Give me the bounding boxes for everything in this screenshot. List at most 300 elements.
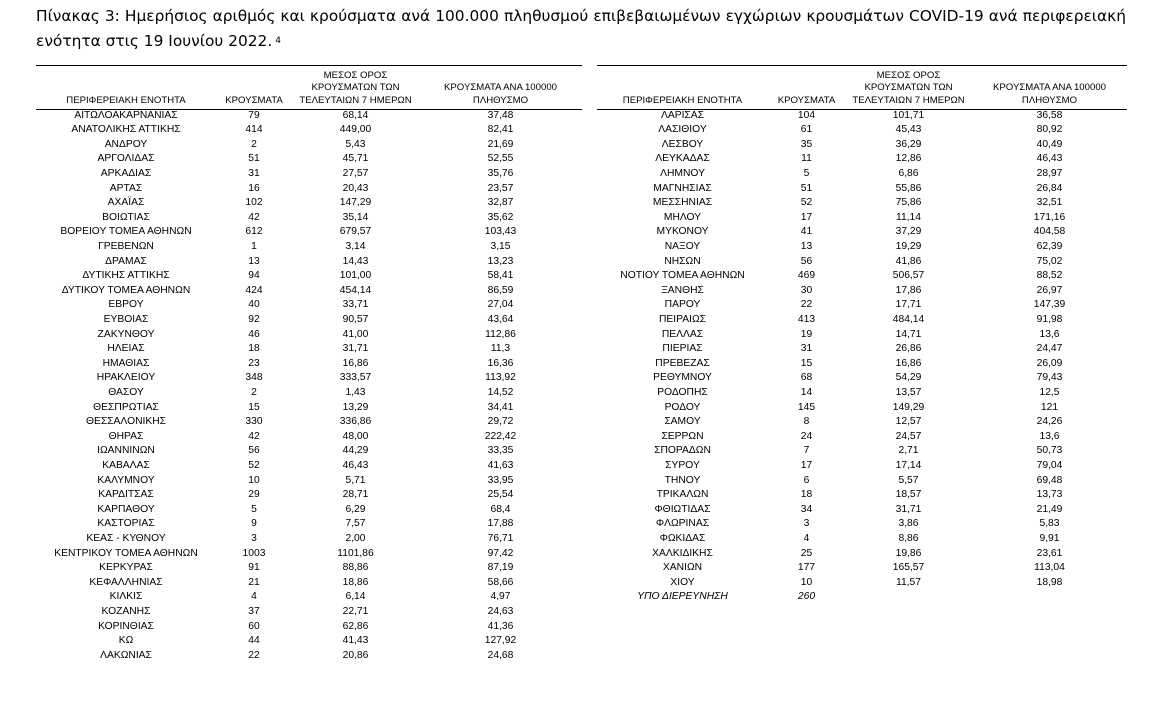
table-row [0, 620, 1153, 635]
header-line: ΠΛΗΘΥΣΜΟ [472, 95, 529, 107]
per100k-cell: 79,43 [1036, 372, 1063, 384]
per100k-cell: 24,68 [487, 649, 514, 661]
table-row [0, 313, 1153, 328]
table-row [0, 240, 1153, 255]
avg7-cell: 41,00 [342, 328, 369, 340]
region-cell: ΣΑΜΟΥ [664, 416, 701, 428]
region-cell: ΦΛΩΡΙΝΑΣ [655, 518, 710, 530]
avg7-cell: 26,86 [895, 343, 922, 355]
cases-cell: 17 [800, 211, 813, 223]
region-cell: ΗΜΑΘΙΑΣ [102, 357, 150, 369]
region-cell: ΚΕΡΚΥΡΑΣ [99, 562, 153, 574]
avg7-cell: 454,14 [339, 284, 372, 296]
per100k-cell: 33,95 [487, 474, 514, 486]
avg7-cell: 6,86 [898, 167, 919, 179]
cases-cell: 60 [248, 620, 260, 632]
cases-cell: 11 [801, 153, 812, 165]
cases-cell: 7 [803, 445, 810, 457]
cases-cell: 56 [248, 445, 260, 457]
cases-cell: 41 [800, 226, 813, 238]
region-cell: ΠΙΕΡΙΑΣ [662, 343, 703, 355]
region-cell: ΦΩΚΙΔΑΣ [659, 532, 706, 544]
per100k-cell: 26,97 [1036, 284, 1063, 296]
cases-cell: 413 [797, 313, 816, 325]
avg7-cell: 2,00 [345, 532, 366, 544]
table-row [0, 474, 1153, 489]
cases-cell: 52 [800, 197, 813, 209]
region-cell: ΡΟΔΟΠΗΣ [657, 386, 708, 398]
region-cell: ΜΑΓΝΗΣΙΑΣ [653, 182, 712, 194]
region-cell: ΙΩΑΝΝΙΝΩΝ [97, 445, 155, 457]
header-line: ΚΡΟΥΣΜΑΤΑ ΑΝΑ 100000 [993, 82, 1106, 94]
per100k-cell: 17,88 [487, 518, 514, 530]
per100k-cell: 37,48 [487, 109, 514, 121]
header-line: ΚΡΟΥΣΜΑΤΑ [777, 95, 836, 107]
cases-cell: 79 [248, 109, 260, 121]
header-avg7 [845, 70, 972, 108]
avg7-cell: 165,57 [892, 562, 925, 574]
region-cell: ΛΑΡΙΣΑΣ [660, 109, 705, 121]
avg7-cell: 45,43 [895, 124, 922, 136]
header-line: ΠΛΗΘΥΣΜΟ [1021, 95, 1078, 107]
cases-cell: 25 [800, 547, 813, 559]
avg7-cell: 679,57 [339, 226, 372, 238]
table-row [0, 517, 1153, 532]
avg7-cell: 101,00 [339, 270, 372, 282]
per100k-cell: 79,04 [1036, 459, 1063, 471]
per100k-cell: 80,92 [1036, 124, 1063, 136]
avg7-cell: 31,71 [895, 503, 922, 515]
per100k-cell: 9,91 [1039, 532, 1060, 544]
cases-cell: 6 [803, 474, 810, 486]
region-cell: ΗΡΑΚΛΕΙΟΥ [96, 372, 156, 384]
per100k-cell: 24,26 [1036, 416, 1063, 428]
region-cell: ΝΑΞΟΥ [664, 240, 701, 252]
cases-cell: 15 [248, 401, 260, 413]
region-cell: ΜΕΣΣΗΝΙΑΣ [652, 197, 713, 209]
avg7-cell: 20,86 [342, 649, 369, 661]
region-cell: ΣΕΡΡΩΝ [661, 430, 704, 442]
table-row [0, 284, 1153, 299]
avg7-cell: 484,14 [892, 313, 925, 325]
per100k-cell: 28,97 [1036, 167, 1063, 179]
per100k-cell: 26,09 [1036, 357, 1063, 369]
header-line: ΠΕΡΙΦΕΡΕΙΑΚΗ ΕΝΟΤΗΤΑ [622, 95, 743, 107]
cases-cell: 4 [803, 532, 810, 544]
region-cell: ΘΕΣΣΑΛΟΝΙΚΗΣ [85, 416, 167, 428]
cases-cell: 46 [248, 328, 260, 340]
cases-cell: 51 [800, 182, 813, 194]
per100k-cell: 75,02 [1036, 255, 1063, 267]
region-cell: ΚΑΛΥΜΝΟΥ [97, 474, 155, 486]
cases-cell: 17 [800, 459, 813, 471]
avg7-cell: 7,57 [345, 518, 366, 530]
header-per100k [972, 82, 1127, 108]
per100k-cell: 404,58 [1033, 226, 1066, 238]
cases-cell: 14 [800, 386, 813, 398]
cases-cell: 40 [248, 299, 260, 311]
avg7-cell: 22,71 [342, 605, 369, 617]
avg7-cell: 5,57 [898, 474, 919, 486]
cases-cell: 34 [800, 503, 813, 515]
caption-footnote-ref: 4 [275, 36, 281, 46]
region-cell: ΔΥΤΙΚΟΥ ΤΟΜΕΑ ΑΘΗΝΩΝ [61, 284, 191, 296]
per100k-cell: 3,15 [490, 240, 511, 252]
avg7-cell: 16,86 [342, 357, 369, 369]
cases-cell: 2 [251, 138, 257, 150]
cases-cell: 68 [800, 372, 813, 384]
per100k-cell: 52,55 [487, 153, 514, 165]
avg7-cell: 13,57 [895, 386, 922, 398]
avg7-cell: 5,43 [345, 138, 366, 150]
header-line: ΤΕΛΕΥΤΑΙΩΝ 7 ΗΜΕΡΩΝ [299, 95, 412, 107]
region-cell: ΚΩ [118, 635, 134, 647]
cases-cell: 56 [800, 255, 813, 267]
region-cell: ΣΥΡΟΥ [665, 459, 700, 471]
per100k-cell: 50,73 [1036, 445, 1063, 457]
region-cell: ΚΑΡΔΙΤΣΑΣ [98, 489, 154, 501]
avg7-cell: 449,00 [339, 124, 372, 136]
per100k-cell: 24,63 [487, 605, 514, 617]
avg7-cell: 506,57 [892, 270, 925, 282]
header-line: ΚΡΟΥΣΜΑΤΑ [225, 95, 283, 107]
avg7-cell: 12,86 [895, 153, 922, 165]
table-top-rule [36, 65, 582, 66]
per100k-cell: 16,36 [487, 357, 514, 369]
region-cell: ΝΟΤΙΟΥ ΤΟΜΕΑ ΑΘΗΝΩΝ [620, 270, 745, 282]
per100k-cell: 40,49 [1036, 138, 1063, 150]
cases-cell: 94 [248, 270, 260, 282]
avg7-cell: 13,29 [342, 401, 369, 413]
region-cell: ΞΑΝΘΗΣ [661, 284, 704, 296]
region-cell: ΑΡΓΟΛΙΔΑΣ [97, 153, 155, 165]
table-row [0, 225, 1153, 240]
cases-cell: 31 [800, 343, 813, 355]
table-row [0, 371, 1153, 386]
cases-cell: 44 [248, 635, 260, 647]
region-cell: ΤΗΝΟΥ [664, 474, 701, 486]
per100k-cell: 41,36 [487, 620, 514, 632]
per100k-cell: 68,4 [490, 503, 511, 515]
cases-cell: 16 [248, 182, 260, 194]
per100k-cell: 97,42 [487, 547, 514, 559]
per100k-cell: 69,48 [1036, 474, 1063, 486]
header-region [597, 95, 768, 108]
avg7-cell: 17,14 [895, 459, 922, 471]
region-cell: ΘΕΣΠΡΩΤΙΑΣ [93, 401, 159, 413]
avg7-cell: 36,29 [895, 138, 922, 150]
table-row [0, 342, 1153, 357]
per100k-cell: 171,16 [1033, 211, 1066, 223]
region-cell: ΚΕΑΣ - ΚΥΘΝΟΥ [86, 532, 166, 544]
table-row [0, 152, 1153, 167]
per100k-cell: 21,69 [487, 138, 514, 150]
region-cell: ΑΧΑΪΑΣ [107, 197, 145, 209]
region-cell: ΔΥΤΙΚΗΣ ΑΤΤΙΚΗΣ [82, 270, 170, 282]
header-per100k [419, 82, 582, 108]
header-cases [768, 95, 845, 108]
avg7-cell: 37,29 [895, 226, 922, 238]
avg7-cell: 18,86 [342, 576, 369, 588]
region-cell: ΚΑΒΑΛΑΣ [102, 459, 150, 471]
cases-cell: 102 [245, 197, 263, 209]
cases-cell: 3 [251, 532, 257, 544]
table-row [0, 561, 1153, 576]
avg7-cell: 48,00 [342, 430, 369, 442]
per100k-cell: 34,41 [487, 401, 514, 413]
region-cell: ΡΕΘΥΜΝΟΥ [653, 372, 712, 384]
header-region [36, 95, 216, 108]
cases-cell: 10 [248, 474, 260, 486]
avg7-cell: 41,43 [342, 635, 369, 647]
avg7-cell: 1101,86 [337, 547, 374, 559]
avg7-cell: 62,86 [342, 620, 369, 632]
table-row [0, 167, 1153, 182]
cases-cell: 10 [800, 576, 813, 588]
cases-cell: 18 [800, 489, 813, 501]
cases-cell: 31 [248, 167, 260, 179]
per100k-cell: 88,52 [1036, 270, 1063, 282]
avg7-cell: 6,14 [345, 591, 366, 603]
region-cell: ΠΕΙΡΑΙΩΣ [658, 313, 707, 325]
avg7-cell: 24,57 [895, 430, 922, 442]
cases-cell: 4 [251, 591, 257, 603]
per100k-cell: 23,57 [487, 182, 514, 194]
region-cell: ΚΑΣΤΟΡΙΑΣ [97, 518, 155, 530]
region-cell: ΚΟΖΑΝΗΣ [101, 605, 151, 617]
cases-cell: 1003 [242, 547, 266, 559]
region-cell: ΚΙΛΚΙΣ [109, 591, 143, 603]
avg7-cell: 35,14 [342, 211, 369, 223]
cases-cell: 414 [245, 124, 263, 136]
header-avg7 [292, 70, 419, 108]
cases-cell: 22 [248, 649, 260, 661]
avg7-cell: 27,57 [342, 167, 369, 179]
table-row [0, 605, 1153, 620]
region-cell: ΜΗΛΟΥ [663, 211, 702, 223]
pending-row [0, 590, 1153, 605]
per100k-cell: 11,3 [490, 343, 511, 355]
cases-cell: 52 [248, 459, 260, 471]
region-cell: ΛΑΣΙΘΙΟΥ [658, 124, 707, 136]
table-row [0, 211, 1153, 226]
region-cell: ΘΗΡΑΣ [108, 430, 144, 442]
avg7-cell: 46,43 [342, 459, 369, 471]
per100k-cell: 24,47 [1036, 343, 1063, 355]
cases-cell: 330 [245, 416, 263, 428]
per100k-cell: 113,04 [1034, 562, 1065, 574]
per100k-cell: 13,23 [487, 255, 514, 267]
per100k-cell: 32,87 [487, 197, 514, 209]
avg7-cell: 19,86 [895, 547, 922, 559]
region-cell: ΑΡΚΑΔΙΑΣ [100, 167, 152, 179]
region-cell: ΛΕΣΒΟΥ [661, 138, 704, 150]
avg7-cell: 45,71 [342, 153, 369, 165]
caption-text: Πίνακας 3: Ημερήσιος αριθμός και κρούσματα ανά 100.000 πληθυσμού επιβεβαιωμένων εγχώριων κρουσμάτων COVID-19 ανά περιφερειακή ενότητα στις 19 Ιουνίου 2022. [36, 7, 1126, 50]
per100k-cell: 76,71 [487, 532, 514, 544]
per100k-cell: 18,98 [1036, 576, 1063, 588]
avg7-cell: 147,29 [339, 197, 372, 209]
avg7-cell: 14,43 [342, 255, 369, 267]
avg7-cell: 20,43 [342, 182, 369, 194]
avg7-cell: 101,71 [892, 109, 925, 121]
avg7-cell: 28,71 [342, 489, 369, 501]
avg7-cell: 336,86 [339, 416, 372, 428]
avg7-cell: 44,29 [342, 445, 369, 457]
table-row [0, 357, 1153, 372]
cases-cell: 1 [251, 240, 257, 252]
table-row [0, 576, 1153, 591]
region-cell: ΠΑΡΟΥ [664, 299, 701, 311]
per100k-cell: 103,43 [484, 226, 517, 238]
region-cell: ΛΗΜΝΟΥ [660, 167, 705, 179]
region-cell: ΚΑΡΠΑΘΟΥ [97, 503, 155, 515]
per100k-cell: 13,73 [1036, 489, 1063, 501]
region-cell: ΑΝΔΡΟΥ [104, 138, 148, 150]
avg7-cell: 6,29 [345, 503, 366, 515]
cases-cell: 8 [803, 416, 810, 428]
cases-cell: 3 [803, 518, 810, 530]
per100k-cell: 26,84 [1036, 182, 1063, 194]
per100k-cell: 46,43 [1036, 153, 1063, 165]
header-line: ΜΕΣΟΣ ΟΡΟΣ [323, 69, 388, 81]
cases-cell: 42 [248, 430, 260, 442]
avg7-cell: 1,43 [345, 386, 366, 398]
table-top-rule [597, 65, 1127, 66]
region-cell: ΓΡΕΒΕΝΩΝ [98, 240, 154, 252]
cases-cell: 5 [803, 167, 810, 179]
region-cell: ΗΛΕΙΑΣ [107, 343, 145, 355]
region-cell: ΜΥΚΟΝΟΥ [656, 226, 709, 238]
per100k-cell: 4,97 [490, 591, 511, 603]
per100k-cell: 35,76 [487, 167, 514, 179]
cases-cell: 29 [248, 489, 260, 501]
cases-cell: 13 [248, 255, 260, 267]
header-line: ΚΡΟΥΣΜΑΤΩΝ ΤΩΝ [311, 82, 400, 94]
avg7-cell: 90,57 [342, 313, 369, 325]
region-cell: ΕΥΒΟΙΑΣ [103, 313, 149, 325]
header-line: ΚΡΟΥΣΜΑΤΑ ΑΝΑ 100000 [444, 82, 557, 94]
per100k-cell: 13,6 [1039, 430, 1060, 442]
region-cell: ΛΑΚΩΝΙΑΣ [100, 649, 152, 661]
cases-cell: 2 [251, 386, 257, 398]
region-cell: ΔΡΑΜΑΣ [105, 255, 147, 267]
avg7-cell: 18,57 [895, 489, 922, 501]
cases-cell: 260 [797, 591, 816, 603]
per100k-cell: 25,54 [487, 489, 514, 501]
per100k-cell: 87,19 [487, 562, 514, 574]
cases-cell: 42 [248, 211, 260, 223]
cases-cell: 51 [248, 153, 260, 165]
table-row [0, 401, 1153, 416]
table-row [0, 298, 1153, 313]
per100k-cell: 127,92 [484, 635, 517, 647]
table-row [0, 123, 1153, 138]
table-row [0, 488, 1153, 503]
cases-cell: 37 [248, 605, 260, 617]
avg7-cell: 11,14 [895, 211, 921, 223]
cases-cell: 9 [251, 518, 257, 530]
region-cell: ΑΡΤΑΣ [109, 182, 143, 194]
region-cell: ΝΗΣΩΝ [664, 255, 701, 267]
region-cell: ΚΕΝΤΡΙΚΟΥ ΤΟΜΕΑ ΑΘΗΝΩΝ [54, 547, 198, 559]
table-row [0, 415, 1153, 430]
region-cell: ΥΠΟ ΔΙΕΡΕΥΝΗΣΗ [637, 591, 728, 603]
table-row [0, 547, 1153, 562]
cases-cell: 23 [248, 357, 260, 369]
region-cell: ΦΘΙΩΤΙΔΑΣ [654, 503, 711, 515]
table-row [0, 459, 1153, 474]
region-cell: ΘΑΣΟΥ [108, 386, 144, 398]
cases-cell: 177 [797, 562, 816, 574]
region-cell: ΧΙΟΥ [670, 576, 695, 588]
table-row [0, 138, 1153, 153]
avg7-cell: 3,14 [345, 240, 366, 252]
avg7-cell: 17,86 [895, 284, 922, 296]
per100k-cell: 62,39 [1036, 240, 1063, 252]
per100k-cell: 43,64 [487, 313, 514, 325]
avg7-cell: 333,57 [339, 372, 372, 384]
header-line: ΠΕΡΙΦΕΡΕΙΑΚΗ ΕΝΟΤΗΤΑ [66, 95, 186, 107]
avg7-cell: 75,86 [895, 197, 922, 209]
table-row [0, 328, 1153, 343]
table-row [0, 503, 1153, 518]
per100k-cell: 112,86 [485, 328, 516, 340]
avg7-cell: 2,71 [898, 445, 919, 457]
cases-cell: 24 [800, 430, 813, 442]
per100k-cell: 35,62 [487, 211, 514, 223]
avg7-cell: 11,57 [895, 576, 921, 588]
region-cell: ΚΕΦΑΛΛΗΝΙΑΣ [89, 576, 163, 588]
avg7-cell: 88,86 [342, 562, 369, 574]
cases-cell: 92 [248, 313, 260, 325]
cases-cell: 91 [248, 562, 260, 574]
cases-cell: 104 [797, 109, 816, 121]
cases-cell: 21 [248, 576, 260, 588]
cases-cell: 348 [245, 372, 263, 384]
per100k-cell: 21,49 [1036, 503, 1063, 515]
cases-cell: 424 [245, 284, 263, 296]
per100k-cell: 58,41 [487, 270, 514, 282]
table-row [0, 269, 1153, 284]
per100k-cell: 29,72 [487, 416, 514, 428]
cases-cell: 30 [800, 284, 813, 296]
table-row [0, 182, 1153, 197]
avg7-cell: 14,71 [895, 328, 922, 340]
per100k-cell: 147,39 [1033, 299, 1066, 311]
table-row [0, 444, 1153, 459]
region-cell: ΤΡΙΚΑΛΩΝ [656, 489, 709, 501]
table-row [0, 649, 1153, 664]
per100k-cell: 113,92 [485, 372, 516, 384]
cases-cell: 22 [800, 299, 813, 311]
header-line: ΚΡΟΥΣΜΑΤΩΝ ΤΩΝ [864, 82, 953, 94]
avg7-cell: 17,71 [895, 299, 922, 311]
avg7-cell: 5,71 [345, 474, 366, 486]
table-row [0, 634, 1153, 649]
region-cell: ΑΙΤΩΛΟΑΚΑΡΝΑΝΙΑΣ [74, 109, 178, 121]
per100k-cell: 23,61 [1036, 547, 1063, 559]
per100k-cell: 58,66 [487, 576, 514, 588]
avg7-cell: 149,29 [892, 401, 925, 413]
cases-cell: 13 [800, 240, 813, 252]
per100k-cell: 36,58 [1036, 109, 1063, 121]
avg7-cell: 68,14 [342, 109, 369, 121]
avg7-cell: 55,86 [895, 182, 922, 194]
avg7-cell: 19,29 [895, 240, 922, 252]
cases-cell: 61 [800, 124, 813, 136]
per100k-cell: 33,35 [487, 445, 514, 457]
